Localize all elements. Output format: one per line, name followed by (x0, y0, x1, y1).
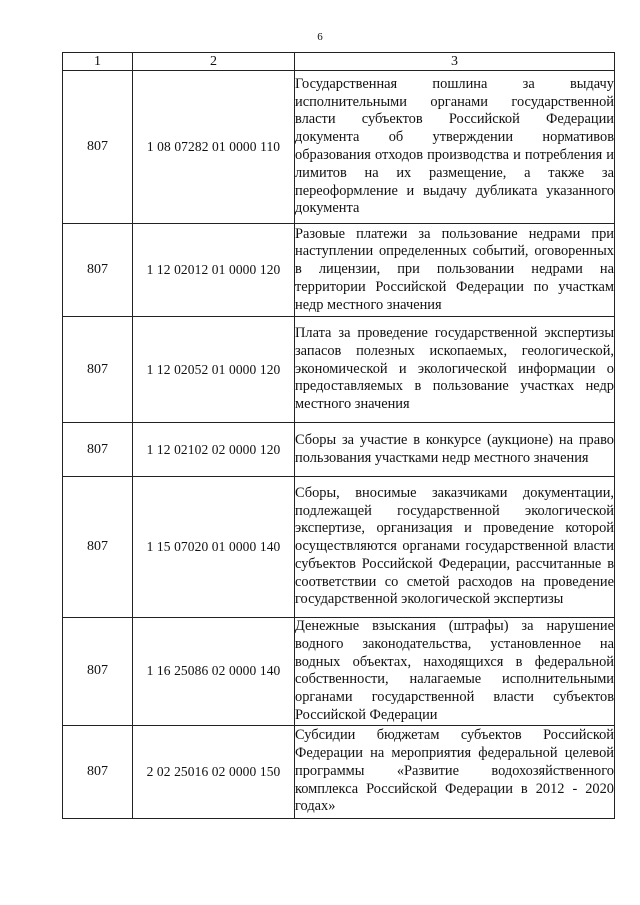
admin-code-cell: 807 (63, 423, 133, 477)
table-header-row (63, 53, 615, 71)
table-row (63, 423, 615, 477)
budget-code-cell: 1 16 25086 02 0000 140 (133, 618, 295, 726)
budget-code-cell: 2 02 25016 02 0000 150 (133, 725, 295, 818)
budget-code-cell: 1 12 02052 01 0000 120 (133, 317, 295, 423)
description-cell (295, 224, 615, 317)
description-cell (295, 423, 615, 477)
column-header-3: 3 (295, 53, 615, 71)
admin-code-cell: 807 (63, 477, 133, 618)
description-text: Сборы, вносимые заказчиками документации, подлежащей государственной экологической экспертизе, организация и проведение которой осуществляются органами государственной власти субъектов Российской Федерации, рассчитанные в соответствии со сметой расходов на проведение государственной экологической экспертизы (295, 484, 614, 608)
admin-code-cell: 807 (63, 725, 133, 818)
description-text: Разовые платежи за пользование недрами при наступлении определенных событий, оговоренных в лицензии, при пользовании недрами на территории Российской Федерации по участкам недр местного значения (295, 225, 614, 313)
table-row (63, 618, 615, 726)
admin-code-cell: 807 (63, 224, 133, 317)
admin-code-cell: 807 (63, 71, 133, 224)
description-cell (295, 317, 615, 423)
description-text: Денежные взыскания (штрафы) за нарушение водного законодательства, установленное на водных объектах, находящихся в федеральной собственности, налагаемые исполнительными органами государственной власти субъектов Российской Федерации (295, 618, 614, 723)
table-row (63, 725, 615, 818)
revenue-codes-table (62, 52, 615, 819)
budget-code-cell: 1 12 02012 01 0000 120 (133, 224, 295, 317)
page-number: 6 (317, 31, 323, 43)
budget-code-cell: 1 15 07020 01 0000 140 (133, 477, 295, 618)
table-row (63, 71, 615, 224)
description-cell (295, 71, 615, 224)
table-row (63, 317, 615, 423)
table-row (63, 477, 615, 618)
description-text: Плата за проведение государственной экспертизы запасов полезных ископаемых, геологической, экономической и экологической информации о предоставляемых в пользование участках недр местного значения (295, 325, 614, 413)
admin-code-cell: 807 (63, 618, 133, 726)
column-header-2: 2 (133, 53, 295, 71)
budget-code-cell: 1 12 02102 02 0000 120 (133, 423, 295, 477)
description-cell (295, 725, 615, 818)
description-text: Субсидии бюджетам субъектов Российской Федерации на мероприятия федеральной целевой программы «Развитие водохозяйственного комплекса Российской Федерации в 2012 - 2020 годах» (295, 727, 614, 815)
budget-code-cell: 1 08 07282 01 0000 110 (133, 71, 295, 224)
description-cell (295, 477, 615, 618)
description-cell (295, 618, 615, 726)
admin-code-cell: 807 (63, 317, 133, 423)
description-text: Государственная пошлина за выдачу исполнительными органами государственной власти субъектов Российской Федерации документа об утверждении нормативов образования отходов производства и потребления и лимитов на их размещение, а также за переоформление и выдачу дубликата указанного документа (295, 75, 614, 217)
column-header-1: 1 (63, 53, 133, 71)
description-text: Сборы за участие в конкурсе (аукционе) на право пользования участками недр местного значения (295, 431, 614, 466)
table-row (63, 224, 615, 317)
